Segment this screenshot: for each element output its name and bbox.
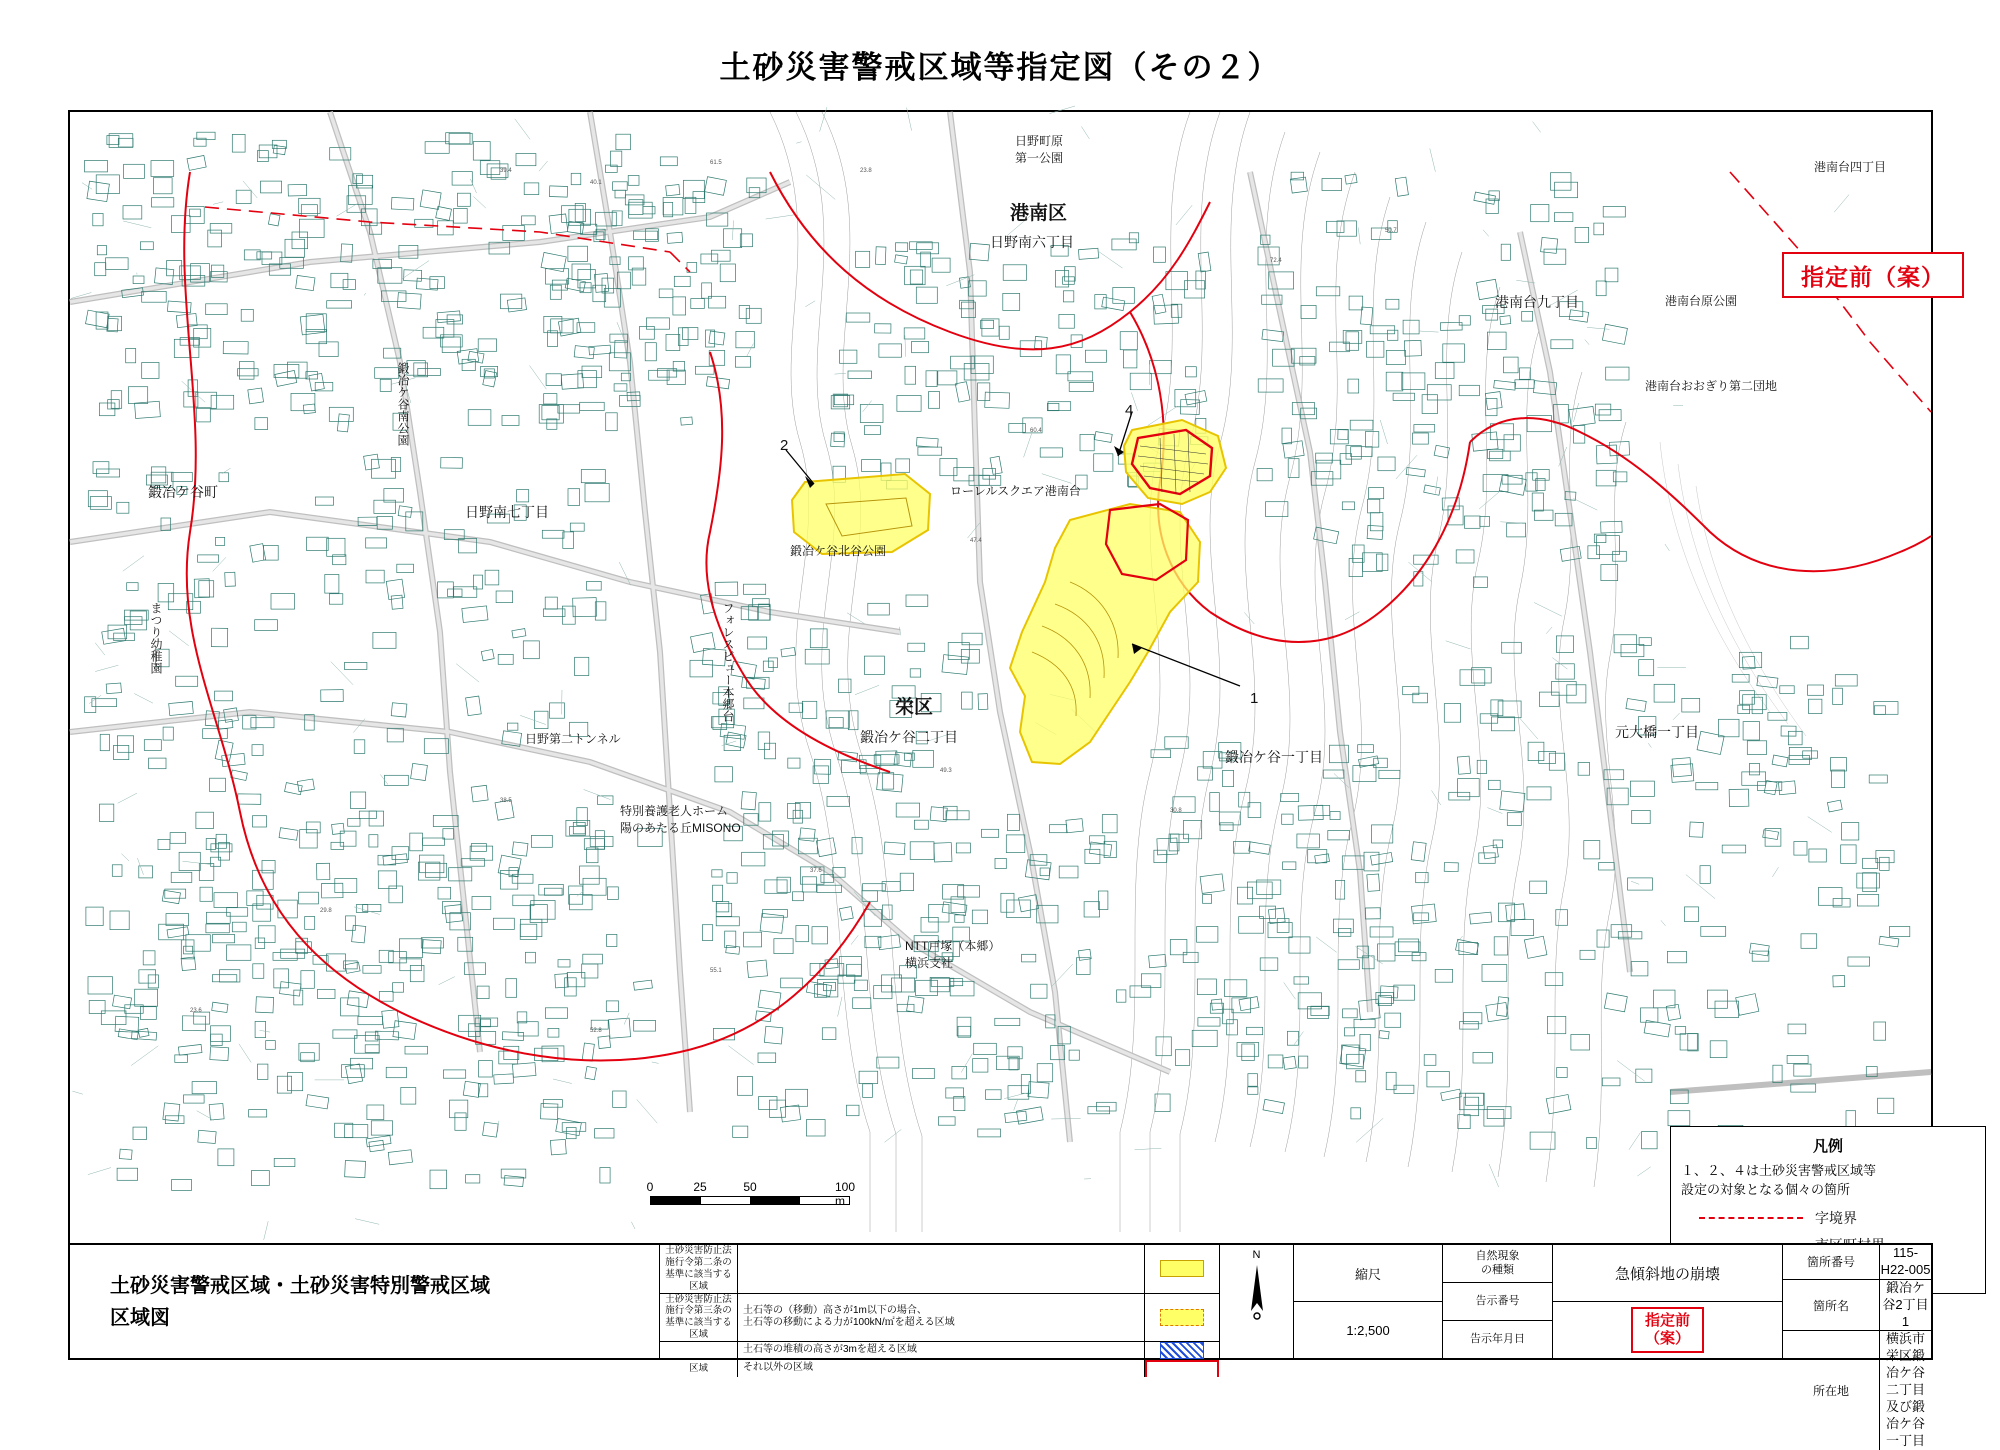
notice-no-header: 告示番号 — [1443, 1283, 1552, 1321]
phenomenon-value-cell — [1553, 1245, 1783, 1358]
legend-note: １、２、４は土砂災害警戒区域等 設定の対象となる個々の箇所 — [1681, 1162, 1975, 1200]
criteria-row-3 — [660, 1360, 1219, 1377]
criteria-desc-3: それ以外の区域 — [738, 1360, 1145, 1377]
id-value-1: 鍛冶ケ谷2丁目1 — [1880, 1280, 1931, 1331]
map-label-2: 日野南六丁目 — [990, 232, 1074, 252]
svg-text:55.1: 55.1 — [710, 968, 722, 974]
criteria-row-2 — [660, 1342, 1219, 1360]
svg-text:38.5: 38.5 — [500, 798, 512, 804]
criteria-swatch-0 — [1145, 1245, 1219, 1293]
scale-value: 1:2,500 — [1294, 1302, 1442, 1358]
svg-text:61.5: 61.5 — [710, 160, 722, 166]
svg-text:30.8: 30.8 — [1170, 808, 1182, 814]
phenomenon-header: 自然現象 の種類 — [1443, 1245, 1552, 1283]
north-label: N — [1253, 1249, 1261, 1261]
map-label-18: 日野第二トンネル — [525, 730, 621, 747]
map-label-8: 鍛冶ケ谷町 — [148, 482, 218, 502]
criteria-row-1 — [660, 1294, 1219, 1343]
id-key-0: 箇所番号 — [1783, 1245, 1880, 1279]
scale-tick-2: 50 — [743, 1180, 756, 1194]
legend-title: 凡例 — [1681, 1135, 1975, 1156]
id-value-2: 横浜市栄区鍛冶ケ谷二丁目 及び鍛冶ケ谷一丁目 — [1880, 1331, 1931, 1449]
dashed-line-swatch — [1699, 1217, 1803, 1219]
criteria-row-0 — [660, 1245, 1219, 1294]
title-block — [68, 1243, 1933, 1360]
map-graphics — [70, 112, 1931, 1232]
map-label-17: 元大橋一丁目 — [1615, 722, 1699, 742]
map-label-14: 栄区 — [895, 692, 933, 719]
map-canvas[interactable] — [70, 112, 1931, 1232]
scale-tick-1: 25 — [693, 1180, 706, 1194]
pre-designation-stamp: 指定前 （案） — [1631, 1307, 1704, 1353]
scale-cell — [1294, 1245, 1443, 1358]
scale-bar — [650, 1180, 880, 1220]
svg-text:23.6: 23.6 — [190, 1008, 202, 1014]
legend-row-boundary-cho — [1699, 1208, 1975, 1228]
sheet-title-cell — [70, 1245, 660, 1358]
id-row-0 — [1783, 1245, 1931, 1280]
map-label-1: 港南区 — [1010, 198, 1067, 225]
map-callout-4: 4 — [1125, 402, 1133, 419]
pre-designation-badge: 指定前（案） — [1782, 252, 1964, 298]
map-label-19: 特別養護老人ホーム 陽のあたる丘MISONO — [620, 802, 741, 836]
map-label-11: 鍛冶ケ谷北谷公園 — [790, 542, 886, 559]
criteria-category-3: 区域 — [660, 1360, 738, 1377]
criteria-desc-1: 土石等の（移動）高さが1m以下の場合、 土石等の移動による力が100kN/㎡を超える区域 — [738, 1294, 1145, 1342]
scale-tick-0: 0 — [647, 1180, 654, 1194]
criteria-swatch-2 — [1145, 1342, 1219, 1359]
map-label-7: 鍛冶ケ谷南公園 — [395, 362, 412, 446]
notice-date-header: 告示年月日 — [1443, 1321, 1552, 1358]
svg-text:47.4: 47.4 — [970, 538, 982, 544]
criteria-category-2 — [660, 1342, 738, 1359]
page-title: 土砂災害警戒区域等指定図（その２） — [0, 42, 2000, 87]
map-label-6: 港南台おおぎり第二団地 — [1645, 377, 1777, 394]
svg-text:60.4: 60.4 — [1030, 428, 1042, 434]
map-callout-2: 2 — [780, 437, 788, 454]
map-label-10: ローレルスクエア港南台 — [950, 482, 1081, 499]
phenomenon-key-cell — [1443, 1245, 1553, 1358]
north-arrow-cell — [1220, 1245, 1294, 1358]
phenomenon-value: 急傾斜地の崩壊 — [1553, 1245, 1782, 1302]
id-row-1 — [1783, 1280, 1931, 1332]
criteria-desc-0 — [738, 1245, 1145, 1293]
map-label-13: フォレスビュー本郷台 — [720, 602, 737, 722]
scale-tick-3: 100 m — [835, 1180, 865, 1208]
id-key-2: 所在地 — [1783, 1331, 1880, 1449]
scale-bar-graphic — [650, 1196, 850, 1205]
map-label-15: 鍛冶ケ谷二丁目 — [860, 727, 958, 747]
map-label-0: 日野町原 第一公園 — [1015, 132, 1063, 166]
map-label-16: 鍛冶ケ谷一丁目 — [1225, 747, 1323, 767]
legend-label-0: 字境界 — [1815, 1208, 1857, 1228]
map-label-12: まつり幼稚園 — [148, 602, 165, 674]
criteria-category-0: 土砂災害防止法施行令第二条の基準に該当する区域 — [660, 1245, 738, 1293]
svg-text:49.3: 49.3 — [940, 768, 952, 774]
criteria-category-1: 土砂災害防止法施行令第三条の基準に該当する区域 — [660, 1294, 738, 1342]
criteria-swatch-3 — [1145, 1360, 1219, 1377]
identification-table — [1783, 1245, 1931, 1358]
north-arrow-icon — [1244, 1261, 1270, 1323]
svg-text:52.8: 52.8 — [590, 1028, 602, 1034]
map-label-20: NTT戸塚（本郷） 横浜支社 — [905, 937, 1000, 971]
scale-bar-ticks — [650, 1180, 880, 1196]
id-value-0: 115-H22-005 — [1880, 1245, 1931, 1279]
svg-text:50.7: 50.7 — [1385, 228, 1397, 234]
svg-text:40.1: 40.1 — [590, 180, 602, 186]
map-label-5: 港南台原公園 — [1665, 292, 1737, 309]
id-row-2 — [1783, 1331, 1931, 1449]
criteria-desc-2: 土石等の堆積の高さが3mを超える区域 — [738, 1342, 1145, 1359]
svg-text:37.6: 37.6 — [810, 868, 822, 874]
map-label-3: 港南台四丁目 — [1814, 158, 1886, 175]
map-callout-1: 1 — [1250, 690, 1258, 707]
svg-text:23.8: 23.8 — [860, 168, 872, 174]
svg-text:29.8: 29.8 — [320, 908, 332, 914]
map-label-4: 港南台九丁目 — [1495, 292, 1579, 312]
scale-label: 縮尺 — [1294, 1245, 1442, 1302]
id-key-1: 箇所名 — [1783, 1280, 1880, 1331]
criteria-table — [660, 1245, 1220, 1358]
sheet-title: 土砂災害警戒区域・土砂災害特別警戒区域 区域図 — [70, 1270, 490, 1334]
stamp-cell — [1553, 1302, 1782, 1358]
svg-text:39.4: 39.4 — [500, 168, 512, 174]
criteria-swatch-1 — [1145, 1294, 1219, 1342]
map-label-9: 日野南七丁目 — [465, 502, 549, 522]
svg-text:72.4: 72.4 — [1270, 258, 1282, 264]
